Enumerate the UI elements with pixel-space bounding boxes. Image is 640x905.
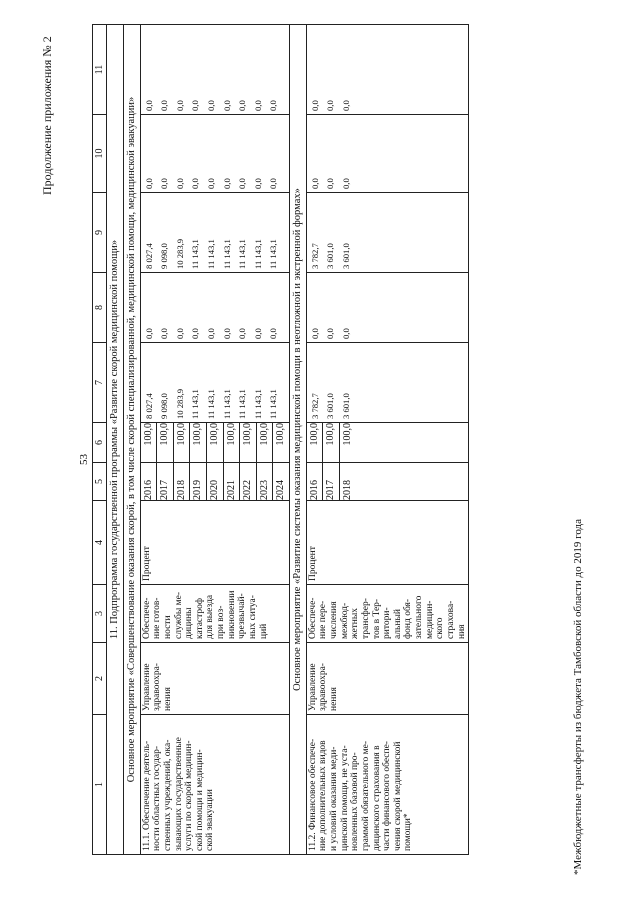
cell-line: 8 027,4 [143, 393, 154, 419]
row2-local [306, 115, 468, 193]
cell-line: 0,0 [325, 178, 336, 189]
measure1-title: Основное мероприятие «Совершенствование оказания скорой, в том числе скорой специализированной, медицинской помощи, медицинской эвакуации» [123, 25, 140, 855]
row2-total [306, 343, 468, 423]
cell-line: 0,0 [143, 178, 154, 189]
cell-line: ние готов- [152, 597, 163, 639]
cell-line: ние дополнительных видов [318, 740, 329, 851]
cell-line: 11 143,1 [190, 389, 201, 419]
cell-line: новленных базовой про- [350, 752, 361, 851]
cell-line: Управление [141, 663, 152, 711]
cell-line: 0,0 [221, 178, 232, 189]
cell-line: ций [258, 623, 269, 639]
col-num: 8 [93, 273, 107, 343]
cell-line: 100,0 [307, 423, 324, 462]
cell-line: катастроф [194, 597, 205, 639]
cell-line: части финансового обеспе- [382, 741, 393, 851]
cell-line: 0,0 [340, 100, 351, 111]
cell-line: 0,0 [206, 100, 217, 111]
cell-line: 2018 [174, 463, 191, 500]
cell-line: 0,0 [309, 178, 320, 189]
table-row [140, 25, 289, 855]
cell-line: 0,0 [268, 100, 279, 111]
cell-line: Обеспече- [141, 597, 152, 639]
row1-regional [140, 193, 289, 273]
cell-line: межбюд- [339, 602, 350, 639]
row1-indicator [140, 585, 289, 643]
cell-line: дицинского страхования в [371, 745, 382, 851]
cell-line: услуги по скорой медицин- [184, 740, 195, 851]
cell-line: ской эвакуации [205, 789, 216, 851]
cell-line: 0,0 [159, 100, 170, 111]
cell-line: для выезда [205, 594, 216, 639]
cell-line: 10 283,9 [174, 388, 185, 419]
cell-line: ние пере- [318, 600, 329, 639]
row2-regional [306, 193, 468, 273]
cell-line: 0,0 [190, 100, 201, 111]
cell-line: ственных учреждений, ока- [162, 739, 173, 851]
cell-line: 2023 [257, 463, 274, 500]
cell-line: альный [392, 609, 403, 639]
table-row [306, 25, 468, 855]
row1-percent [140, 423, 289, 463]
cell-line: 3 782,7 [309, 243, 320, 269]
cell-line: 0,0 [252, 100, 263, 111]
cell-line: 0,0 [174, 100, 185, 111]
cell-line: 11.2. Финансовое обеспече- [307, 738, 318, 851]
cell-line: и условий оказания меди- [329, 746, 340, 851]
cell-line: ской помощи и медицин- [194, 749, 205, 851]
col-num: 5 [93, 463, 107, 501]
cell-line: 3 601,0 [325, 243, 336, 269]
cell-line: 100,0 [141, 423, 158, 462]
cell-line: 11 143,1 [190, 239, 201, 269]
row1-executor [140, 643, 289, 715]
cell-line: 100,0 [257, 423, 274, 462]
cell-line: зывающих государственные [173, 737, 184, 851]
cell-line: 0,0 [237, 328, 248, 339]
cell-line: 3 601,0 [340, 393, 351, 419]
cell-line: 2020 [207, 463, 224, 500]
cell-line: здравоохра- [318, 663, 329, 711]
cell-line: Обеспече- [307, 597, 318, 639]
cell-line: 2022 [240, 463, 257, 500]
appendix-title: Продолжение приложения № 2 [40, 36, 54, 195]
col-num: 10 [93, 115, 107, 193]
cell-line: 11 143,1 [221, 239, 232, 269]
cell-line: 11 143,1 [237, 239, 248, 269]
cell-line: 100,0 [341, 423, 353, 446]
cell-line: ского [435, 617, 446, 639]
cell-line: никновении [226, 590, 237, 639]
cell-line: 9 098,0 [159, 393, 170, 419]
cell-line: чения скорой медицинской [392, 741, 403, 851]
cell-line: 0,0 [325, 328, 336, 339]
cell-line: 100,0 [174, 423, 191, 462]
cell-line: ности [162, 615, 173, 639]
cell-line: 3 601,0 [340, 243, 351, 269]
cell-line: 11 143,1 [206, 239, 217, 269]
cell-line: дицины [184, 607, 195, 639]
cell-line: 2016 [307, 463, 324, 500]
row1-other [140, 25, 289, 115]
row1-unit: Процент [140, 501, 289, 585]
row1-description [140, 715, 289, 855]
measure2-title: Основное мероприятие «Развитие системы оказания медицинской помощи в неотложной и экстренной формах» [290, 25, 307, 855]
page-number: 53 [78, 454, 90, 465]
cell-line: 0,0 [190, 328, 201, 339]
cell-line: трансфер- [360, 598, 371, 639]
cell-line: 11 143,1 [237, 389, 248, 419]
cell-line: нения [162, 687, 173, 711]
col-num: 1 [93, 715, 107, 855]
cell-line: 0,0 [252, 178, 263, 189]
cell-line: 2016 [141, 463, 158, 500]
cell-line: ных ситуа- [247, 595, 258, 639]
row1-total [140, 343, 289, 423]
col-num: 7 [93, 343, 107, 423]
cell-line: 0,0 [190, 178, 201, 189]
row1-local [140, 115, 289, 193]
cell-line: 11 143,1 [252, 389, 263, 419]
row2-other [306, 25, 468, 115]
cell-line: 0,0 [221, 100, 232, 111]
row2-executor [306, 643, 468, 715]
col-num: 9 [93, 193, 107, 273]
cell-line: здравоохра- [152, 663, 163, 711]
cell-line: помощи* [403, 813, 414, 851]
cell-line: 100,0 [323, 423, 340, 462]
cell-line: тов в Тер- [371, 598, 382, 639]
row2-percent [306, 423, 468, 463]
row1-years [140, 463, 289, 501]
cell-line: 2021 [224, 463, 241, 500]
cell-line: 0,0 [143, 100, 154, 111]
cell-line: граммой обязательного ме- [360, 741, 371, 851]
cell-line: 100,0 [190, 423, 207, 462]
cell-line: жетных [350, 607, 361, 639]
cell-line: 0,0 [206, 178, 217, 189]
cell-line: 0,0 [340, 178, 351, 189]
cell-line: ритори- [382, 607, 393, 639]
cell-line: числения [329, 601, 340, 639]
cell-line: 0,0 [268, 328, 279, 339]
cell-line: 100,0 [224, 423, 241, 462]
cell-line: 0,0 [325, 100, 336, 111]
col-num: 4 [93, 501, 107, 585]
cell-line: 11 143,1 [221, 389, 232, 419]
cell-line: 100,0 [157, 423, 174, 462]
cell-line: 0,0 [237, 178, 248, 189]
subprogram-title: 11. Подпрограмма государственной программы «Развитие скорой медицинской помощи» [107, 25, 124, 855]
cell-line: 10 283,9 [174, 238, 185, 269]
cell-line: 0,0 [221, 328, 232, 339]
cell-line: нения [329, 687, 340, 711]
cell-line: ния [456, 624, 467, 639]
cell-line: 2018 [341, 480, 353, 500]
budget-table [92, 24, 469, 855]
cell-line: 100,0 [240, 423, 257, 462]
cell-line: чрезвычай- [237, 593, 248, 639]
cell-line: 11.1. Обеспечение деятель- [141, 740, 152, 851]
cell-line: 0,0 [340, 328, 351, 339]
col-num: 6 [93, 423, 107, 463]
cell-line: 100,0 [275, 423, 287, 446]
cell-line: 0,0 [174, 328, 185, 339]
cell-line: зательного [414, 595, 425, 639]
row2-federal [306, 273, 468, 343]
cell-line: 0,0 [237, 100, 248, 111]
cell-line: ности областных государ- [152, 745, 163, 851]
col-num: 3 [93, 585, 107, 643]
row2-indicator [306, 585, 468, 643]
cell-line: 11 143,1 [206, 389, 217, 419]
cell-line: 11 143,1 [268, 239, 279, 269]
cell-line: 0,0 [174, 178, 185, 189]
cell-line: 3 601,0 [325, 393, 336, 419]
cell-line: 8 027,4 [143, 243, 154, 269]
cell-line: 100,0 [207, 423, 224, 462]
cell-line: 9 098,0 [159, 243, 170, 269]
cell-line: 0,0 [252, 328, 263, 339]
cell-line: 2024 [275, 480, 287, 500]
cell-line: страхова- [445, 600, 456, 639]
cell-line: медицин- [424, 600, 435, 639]
col-num: 2 [93, 643, 107, 715]
row1-federal [140, 273, 289, 343]
cell-line: 3 782,7 [309, 393, 320, 419]
column-number-row [93, 25, 107, 855]
cell-line: Управление [307, 663, 318, 711]
cell-line: 2019 [190, 463, 207, 500]
cell-line: 0,0 [143, 328, 154, 339]
col-num: 11 [93, 25, 107, 115]
row2-years [306, 463, 468, 501]
cell-line: 0,0 [309, 100, 320, 111]
cell-line: 0,0 [159, 328, 170, 339]
cell-line: фонд обя- [403, 598, 414, 639]
cell-line: цинской помощи, не уста- [339, 745, 350, 851]
row2-description [306, 715, 468, 855]
cell-line: 0,0 [268, 178, 279, 189]
cell-line: при воз- [216, 605, 227, 639]
footnote: *Межбюджетные трансферты из бюджета Тамбовской области до 2019 года [572, 518, 584, 875]
cell-line: службы ме- [173, 591, 184, 639]
cell-line: 2017 [157, 463, 174, 500]
cell-line: 0,0 [206, 328, 217, 339]
cell-line: 2017 [323, 463, 340, 500]
cell-line: 11 143,1 [252, 239, 263, 269]
cell-line: 0,0 [309, 328, 320, 339]
cell-line: 0,0 [159, 178, 170, 189]
cell-line: 11 143,1 [268, 389, 279, 419]
row2-unit: Процент [306, 501, 468, 585]
